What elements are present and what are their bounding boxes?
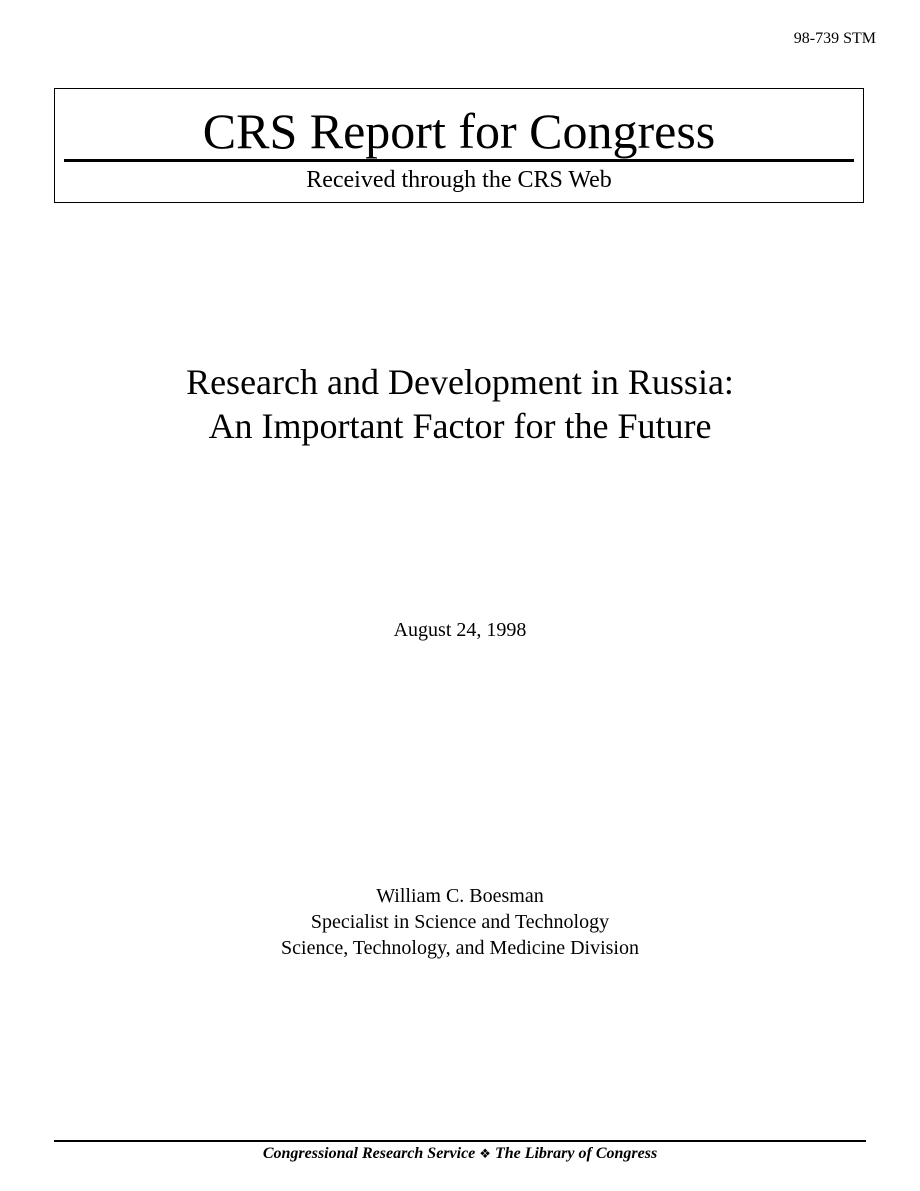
report-header-subtitle: Received through the CRS Web <box>306 167 612 193</box>
author-division: Science, Technology, and Medicine Division <box>281 937 639 959</box>
document-title <box>0 360 920 448</box>
footer-left-text: Congressional Research Service <box>262 1145 476 1162</box>
footer-right-text: The Library of Congress <box>494 1145 658 1162</box>
author-position: Specialist in Science and Technology <box>310 911 610 933</box>
diamond-separator-icon: ❖ <box>479 1147 491 1162</box>
report-header-box <box>54 88 864 203</box>
header-divider <box>64 159 854 162</box>
footer <box>0 1143 920 1166</box>
document-date: August 24, 1998 <box>393 619 527 641</box>
footer-divider <box>54 1140 866 1142</box>
author-block <box>0 883 920 961</box>
document-title-line-1: Research and Development in Russia: <box>186 362 734 402</box>
report-number: 98-739 STM <box>793 30 876 47</box>
author-name: William C. Boesman <box>376 885 544 907</box>
report-header-title: CRS Report for Congress <box>202 103 716 159</box>
document-title-line-2: An Important Factor for the Future <box>208 406 712 446</box>
